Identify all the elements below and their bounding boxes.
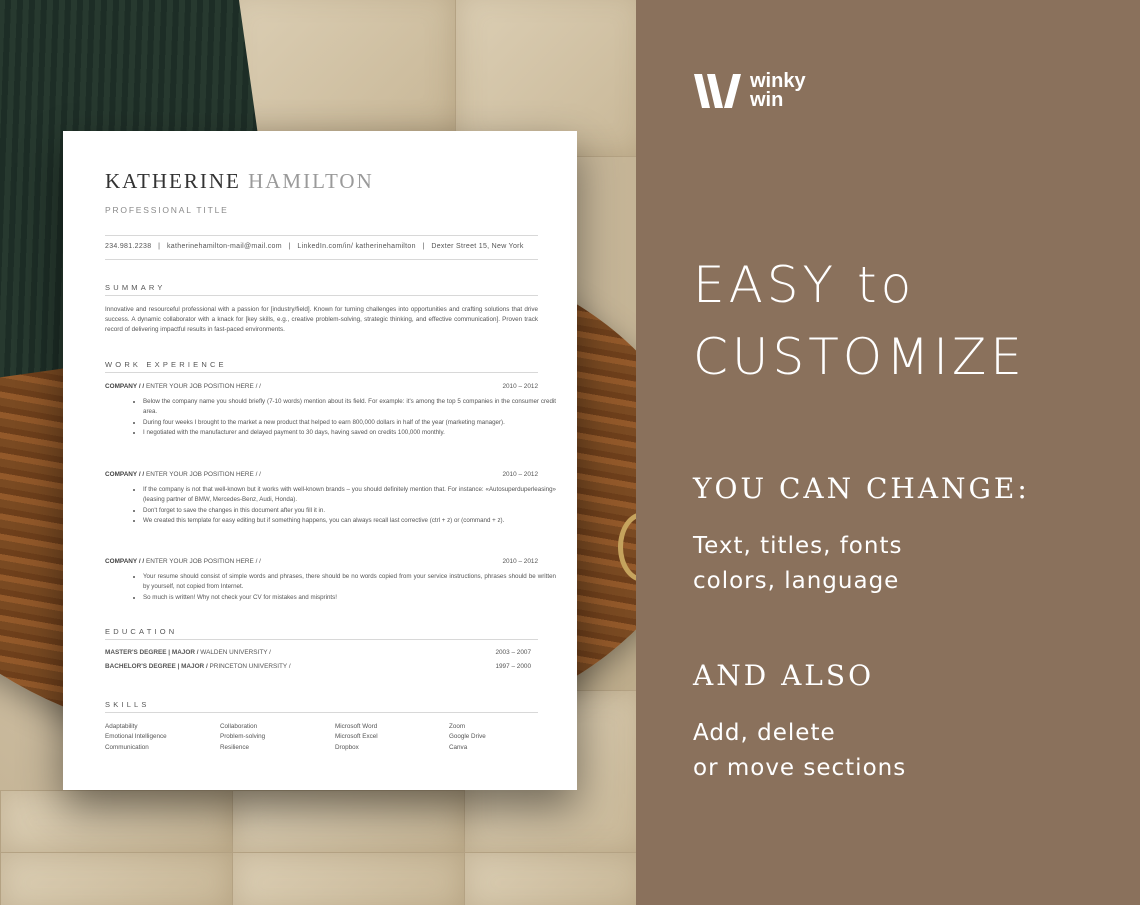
last-name: HAMILTON (248, 169, 374, 193)
work-heading: WORK EXPERIENCE (105, 360, 227, 369)
degree: BACHELOR'S DEGREE | MAJOR / (105, 663, 208, 670)
logo-line: winky (750, 70, 806, 92)
skill-item: Resilience (220, 743, 250, 751)
also-line: Add, delete (693, 720, 836, 746)
job-header (105, 471, 538, 478)
stone-tile (464, 852, 636, 905)
stone-tile (232, 852, 466, 905)
change-line: colors, language (693, 568, 900, 594)
first-name: KATHERINE (105, 169, 241, 193)
skills-column (335, 722, 378, 753)
job-position: ENTER YOUR JOB POSITION HERE / / (144, 471, 261, 478)
resume-page (63, 131, 577, 790)
job-header (105, 558, 538, 565)
job-bullet: • Below the company name you should briefly (7-10 words) mention about its field. For example: it's among the top 5 companies in the consumer credit area. (143, 397, 556, 418)
job-header (105, 383, 538, 390)
logo-line: win (750, 89, 784, 111)
job-years: 2010 – 2012 (502, 471, 538, 478)
summary-text: Innovative and resourceful professional with a passion for [industry/field]. Known for turning challenges into opportunities and crafting solutions that drive success. A dynamic collaborator with a knack for [key skills, e.g., creative problem-solving, strategic thinking, and effective communication]. Proven track record of delivering impactful results in fast-paced environments. (105, 306, 538, 333)
divider (105, 372, 538, 373)
change-heading: YOU CAN CHANGE: (693, 472, 1030, 505)
job-bullets (125, 572, 556, 603)
education-years: 2003 – 2007 (495, 649, 531, 656)
job-bullet: • I negotiated with the manufacturer and delayed payment to 30 days, having saved on credits 100,000 monthly. (143, 428, 556, 438)
summary-heading: SUMMARY (105, 283, 166, 292)
also-list (693, 716, 906, 786)
skill-item: Google Drive (449, 733, 486, 741)
job-position: ENTER YOUR JOB POSITION HERE / / (144, 383, 261, 390)
skill-item: Microsoft Word (335, 723, 378, 730)
job-bullet: • Your resume should consist of simple words and phrases, there should be no words copied from your service instructions, phrases should be written by yourself, not copied from Internet. (143, 572, 556, 593)
education-years: 1997 – 2000 (495, 663, 531, 670)
stone-tile (0, 790, 234, 854)
job-bullets (125, 397, 556, 438)
divider (105, 259, 538, 260)
stone-tile (232, 790, 466, 854)
job-bullet: • If the company is not that well-known but it works with well-known brands – you should definitely mention that. For instance: «Autosuperduperleasing» (leasing partner of BMW, Mercedes-Benz, Audi, Honda). (143, 485, 556, 506)
skill-item: Zoom (449, 723, 466, 730)
skill-item: Dropbox (335, 743, 359, 751)
also-heading: AND ALSO (693, 659, 875, 692)
also-line: or move sections (693, 755, 907, 781)
job-bullet: • Don't forget to save the changes in this document after you fill it in. (143, 506, 556, 516)
skill-item: Canva (449, 743, 468, 751)
education-row (105, 663, 531, 670)
change-line: Text, titles, fonts (693, 533, 903, 559)
stone-tile (225, 0, 457, 132)
job-company: COMPANY / / (105, 558, 145, 565)
promo-panel (636, 0, 1140, 905)
professional-title: PROFESSIONAL TITLE (105, 205, 229, 215)
job-years: 2010 – 2012 (502, 383, 538, 390)
skill-item: Adaptability (105, 723, 138, 730)
job-position: ENTER YOUR JOB POSITION HERE / / (144, 558, 261, 565)
stone-tile (0, 852, 234, 905)
skill-item: Communication (105, 743, 149, 751)
headline-line-2: CUSTOMIZE (693, 328, 1026, 386)
skills-heading: SKILLS (105, 700, 150, 709)
job-bullet: • So much is written! Why not check your CV for mistakes and misprints! (143, 593, 556, 603)
skills-column (105, 722, 167, 753)
skill-item: Problem-solving (220, 733, 266, 741)
job-bullet: • We created this template for easy editing but if something happens, you can always recall last corrective (ctrl + z) or (command + z). (143, 516, 556, 526)
contact-line: 234.981.2238 | katherinehamilton-mail@mail.com | LinkedIn.com/in/ katherinehamilton | Dexter Street 15, New York (105, 243, 524, 250)
divider (105, 639, 538, 640)
skill-item: Microsoft Excel (335, 733, 378, 741)
job-company: COMPANY / / (105, 471, 145, 478)
school: PRINCETON UNIVERSITY / (207, 663, 291, 670)
skills-column (449, 722, 486, 753)
divider (105, 295, 538, 296)
school: WALDEN UNIVERSITY / (198, 649, 271, 656)
skills-column (220, 722, 265, 753)
degree: MASTER'S DEGREE | MAJOR / (105, 649, 199, 656)
education-row (105, 649, 531, 656)
change-list (693, 529, 902, 599)
winkywin-logo-icon (694, 72, 742, 110)
education-heading: EDUCATION (105, 627, 178, 636)
job-bullets (125, 485, 556, 526)
skill-item: Collaboration (220, 723, 258, 730)
resume-name (105, 169, 374, 194)
job-years: 2010 – 2012 (502, 558, 538, 565)
job-bullet: • During four weeks I brought to the market a new product that helped to earn 800,000 dollars in half of the year (marketing manager). (143, 418, 556, 428)
skill-item: Emotional Intelligence (105, 733, 167, 741)
brand-logo-text (750, 72, 806, 110)
job-company: COMPANY / / (105, 383, 145, 390)
headline-line-1: EASY to (693, 256, 916, 314)
divider (105, 235, 538, 236)
divider (105, 712, 538, 713)
